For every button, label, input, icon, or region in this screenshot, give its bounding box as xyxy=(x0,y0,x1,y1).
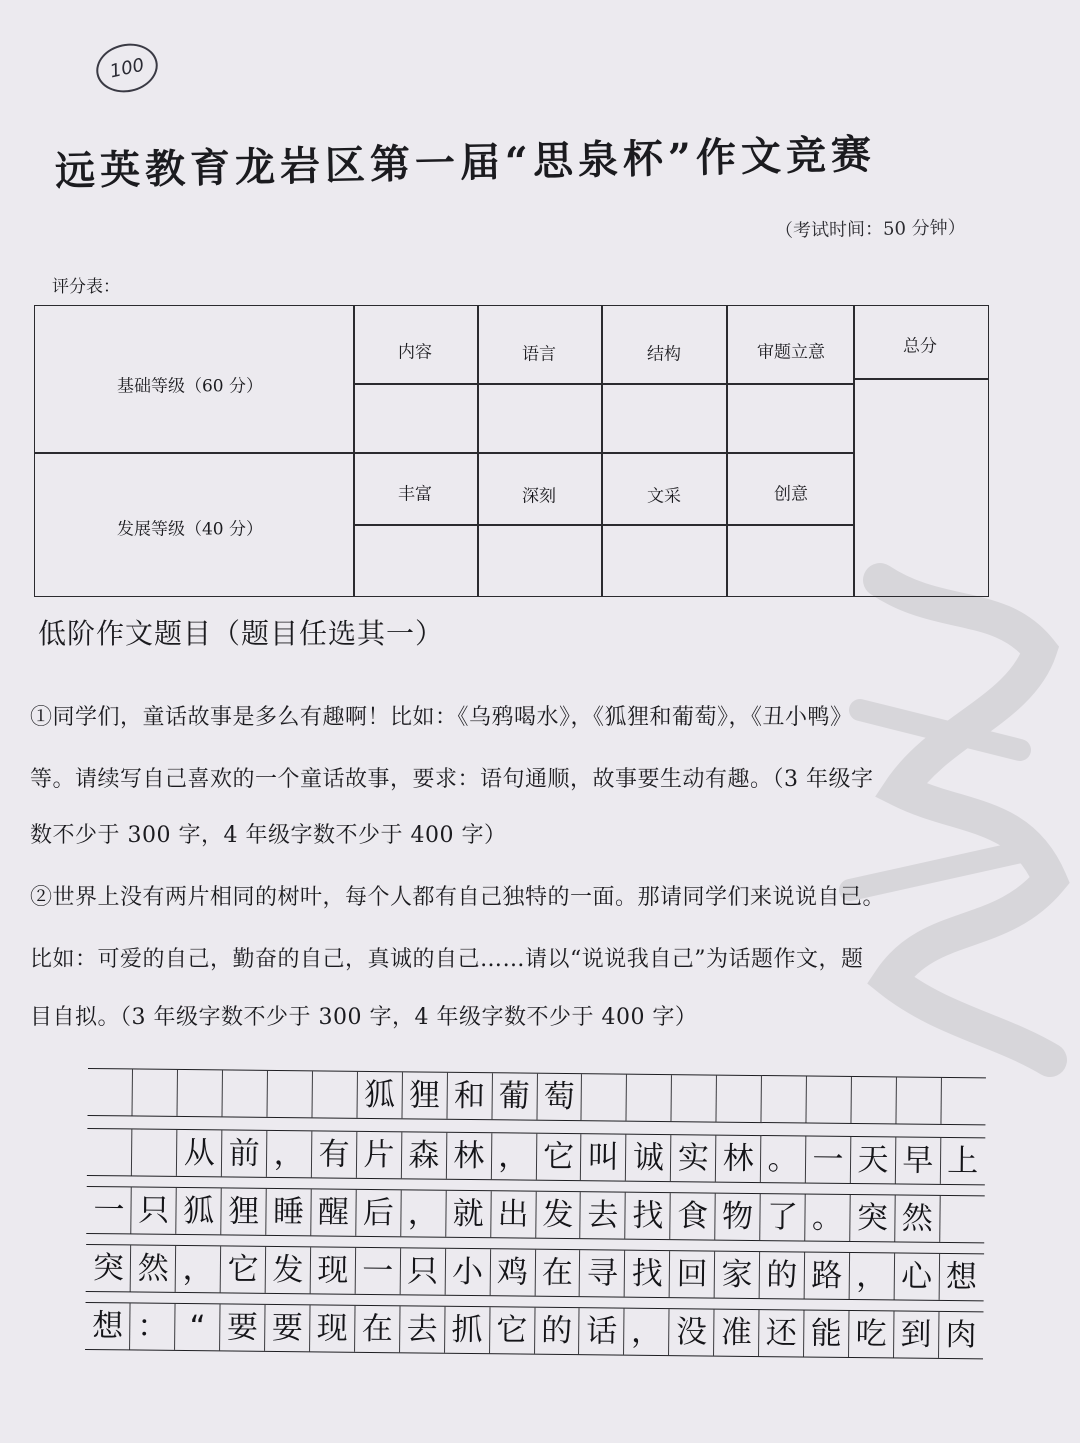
handwritten-char xyxy=(132,1068,177,1116)
handwritten-char: 在 xyxy=(361,1310,393,1348)
handwriting-line-2 xyxy=(86,1186,984,1243)
handwritten-char: 前 xyxy=(228,1135,260,1172)
score-item-structure: 结构 xyxy=(647,344,681,365)
handwritten-char: 要 xyxy=(271,1309,304,1347)
handwritten-char: 狐 xyxy=(363,1076,396,1114)
handwritten-char xyxy=(177,1069,222,1117)
score-item-language: 语言 xyxy=(522,344,556,365)
handwritten-char: ， xyxy=(407,1195,439,1232)
handwritten-char: 去 xyxy=(587,1197,619,1234)
handwritten-char: 它 xyxy=(542,1138,575,1176)
handwritten-char: 能 xyxy=(810,1315,842,1352)
score-table xyxy=(34,305,989,597)
handwritten-char: 和 xyxy=(453,1077,486,1115)
score-item-rich: 丰富 xyxy=(398,484,432,505)
handwritten-char: 它 xyxy=(227,1251,259,1288)
handwritten-char: 现 xyxy=(316,1310,348,1347)
handwritten-char: ， xyxy=(856,1258,888,1295)
handwritten-char: ， xyxy=(273,1135,305,1173)
handwritten-char: 一 xyxy=(362,1252,394,1290)
handwritten-char: 还 xyxy=(765,1315,797,1352)
handwritten-char: 发 xyxy=(272,1251,304,1289)
handwritten-char: 森 xyxy=(408,1137,440,1174)
handwritten-char: 后 xyxy=(362,1194,395,1232)
grade-mark: 100 xyxy=(92,38,163,98)
score-item-creative: 创意 xyxy=(774,484,808,505)
handwritten-char: 然 xyxy=(901,1200,933,1237)
handwritten-char xyxy=(761,1075,806,1123)
handwritten-char xyxy=(222,1069,267,1117)
handwritten-char: 话 xyxy=(586,1313,618,1350)
handwritten-char: 睡 xyxy=(272,1193,305,1231)
handwritten-char: 就 xyxy=(452,1195,484,1233)
handwritten-char: 早 xyxy=(902,1142,934,1179)
handwritten-char xyxy=(806,1076,851,1124)
handwritten-char: 从 xyxy=(183,1135,216,1172)
handwritten-char xyxy=(87,1128,132,1176)
prompt-line-1: ①同学们，童话故事是多么有趣啊！比如：《乌鸦喝水》，《狐狸和葡萄》，《丑小鸭》 xyxy=(30,705,853,730)
score-item-deep: 深刻 xyxy=(522,486,556,507)
handwriting-line-title xyxy=(87,1068,985,1125)
handwritten-char: 发 xyxy=(542,1196,574,1234)
handwritten-char: 只 xyxy=(406,1253,439,1290)
handwritten-char: 物 xyxy=(721,1198,754,1235)
handwritten-char: 想 xyxy=(945,1258,978,1296)
handwritten-char: 去 xyxy=(406,1311,438,1348)
handwritten-char xyxy=(896,1076,941,1124)
handwritten-char: 在 xyxy=(541,1254,574,1292)
handwritten-char: 的 xyxy=(766,1257,798,1294)
handwritten-char: 家 xyxy=(721,1256,753,1293)
prompt-line-3: 数不少于 300 字，4 年级字数不少于 400 字） xyxy=(30,823,507,848)
handwritten-char: 天 xyxy=(857,1142,889,1179)
handwritten-char: 了 xyxy=(766,1199,799,1236)
handwritten-char: 鸡 xyxy=(496,1254,529,1291)
score-item-theme: 审题立意 xyxy=(757,342,825,363)
handwritten-char: 实 xyxy=(677,1140,710,1177)
handwritten-char: ， xyxy=(630,1313,663,1351)
handwritten-char: 葡 xyxy=(498,1078,531,1115)
handwritten-char: 路 xyxy=(811,1257,843,1294)
handwritten-char xyxy=(132,1128,177,1176)
handwritten-char: 诚 xyxy=(632,1139,665,1177)
handwritten-char: 然 xyxy=(137,1250,169,1287)
handwriting-line-3 xyxy=(86,1244,984,1301)
handwritten-char: 吃 xyxy=(855,1316,887,1353)
handwritten-char: 萄 xyxy=(543,1078,575,1116)
handwritten-char: 只 xyxy=(138,1192,170,1229)
handwritten-char xyxy=(581,1073,626,1121)
prompt-line-5: 比如：可爱的自己，勤奋的自己，真诚的自己……请以“说说我自己”为话题作文，题 xyxy=(30,947,864,972)
handwritten-char: 到 xyxy=(900,1316,932,1353)
handwritten-char: 肉 xyxy=(945,1316,977,1354)
handwritten-char: “ xyxy=(189,1309,206,1346)
handwritten-char: ， xyxy=(498,1138,530,1175)
handwritten-char xyxy=(671,1074,716,1122)
handwritten-char: 林 xyxy=(453,1137,485,1175)
handwritten-char: 出 xyxy=(497,1196,529,1233)
page-title: 远英教育龙岩区第一届“思泉杯”作文竞赛 xyxy=(54,130,877,195)
handwritten-char: 的 xyxy=(541,1312,573,1350)
score-item-total: 总分 xyxy=(903,336,937,357)
handwritten-char: 小 xyxy=(451,1253,484,1291)
handwritten-char: 心 xyxy=(900,1258,933,1295)
handwritten-char: 它 xyxy=(496,1312,528,1349)
handwritten-char: 现 xyxy=(317,1252,349,1289)
handwritten-char: 醒 xyxy=(317,1194,350,1231)
handwritten-char: 上 xyxy=(947,1143,979,1180)
handwritten-char xyxy=(267,1070,312,1118)
handwritten-char xyxy=(312,1070,357,1118)
score-item-content: 内容 xyxy=(398,342,432,363)
handwritten-char xyxy=(716,1075,761,1123)
handwritten-char: ， xyxy=(182,1251,214,1288)
handwritten-char: 。 xyxy=(767,1141,799,1178)
handwritten-char: ： xyxy=(136,1308,169,1345)
handwritten-char: 狸 xyxy=(408,1077,441,1114)
dev-level-label: 发展等级（40 分） xyxy=(116,519,264,540)
handwritten-char xyxy=(851,1076,896,1124)
handwritten-char: 抓 xyxy=(451,1311,483,1349)
handwritten-char: 一 xyxy=(93,1192,125,1229)
score-item-style: 文采 xyxy=(647,486,681,507)
handwritten-char: 想 xyxy=(92,1308,124,1345)
handwritten-char: 叫 xyxy=(587,1139,620,1176)
handwriting-line-4 xyxy=(85,1302,983,1359)
handwritten-char: 食 xyxy=(677,1198,709,1235)
handwritten-char: 狐 xyxy=(183,1193,215,1230)
basic-level-label: 基础等级（60 分） xyxy=(116,376,264,397)
handwritten-char: 林 xyxy=(722,1140,754,1177)
handwritten-char: 狸 xyxy=(227,1193,260,1230)
handwritten-char: 片 xyxy=(363,1136,395,1174)
handwritten-char: 回 xyxy=(676,1256,708,1293)
handwritten-char: 有 xyxy=(318,1136,350,1173)
handwritten-char: 一 xyxy=(812,1141,844,1178)
handwritten-char xyxy=(941,1077,986,1125)
handwriting-line-1 xyxy=(87,1128,985,1185)
handwritten-char: 准 xyxy=(720,1314,753,1351)
handwritten-char: 找 xyxy=(632,1197,664,1235)
prompt-line-4: ②世界上没有两片相同的树叶，每个人都有自己独特的一面。那请同学们来说说自己。 xyxy=(30,885,886,910)
handwritten-char xyxy=(626,1074,671,1122)
writing-grid xyxy=(85,1068,986,1367)
exam-time: （考试时间：50 分钟） xyxy=(774,217,966,242)
handwritten-char: 要 xyxy=(226,1309,259,1346)
handwritten-char: 没 xyxy=(675,1314,708,1351)
prompt-line-2: 等。请续写自己喜欢的一个童话故事，要求：语句通顺，故事要生动有趣。（3 年级字 xyxy=(30,767,874,792)
handwritten-char xyxy=(87,1068,132,1116)
handwritten-char: 。 xyxy=(811,1199,844,1236)
watermark-calligraphy xyxy=(820,560,1070,1080)
handwritten-char: 寻 xyxy=(586,1255,618,1292)
handwritten-char: 找 xyxy=(631,1255,663,1293)
handwritten-char: 突 xyxy=(856,1200,889,1237)
prompt-line-6: 目自拟。（3 年级字数不少于 300 字，4 年级字数不少于 400 字） xyxy=(30,1005,698,1030)
handwritten-char xyxy=(939,1195,984,1243)
handwritten-char: 突 xyxy=(92,1250,125,1287)
section-heading: 低阶作文题目（题目任选其一） xyxy=(38,617,445,650)
score-table-label: 评分表： xyxy=(52,277,120,297)
